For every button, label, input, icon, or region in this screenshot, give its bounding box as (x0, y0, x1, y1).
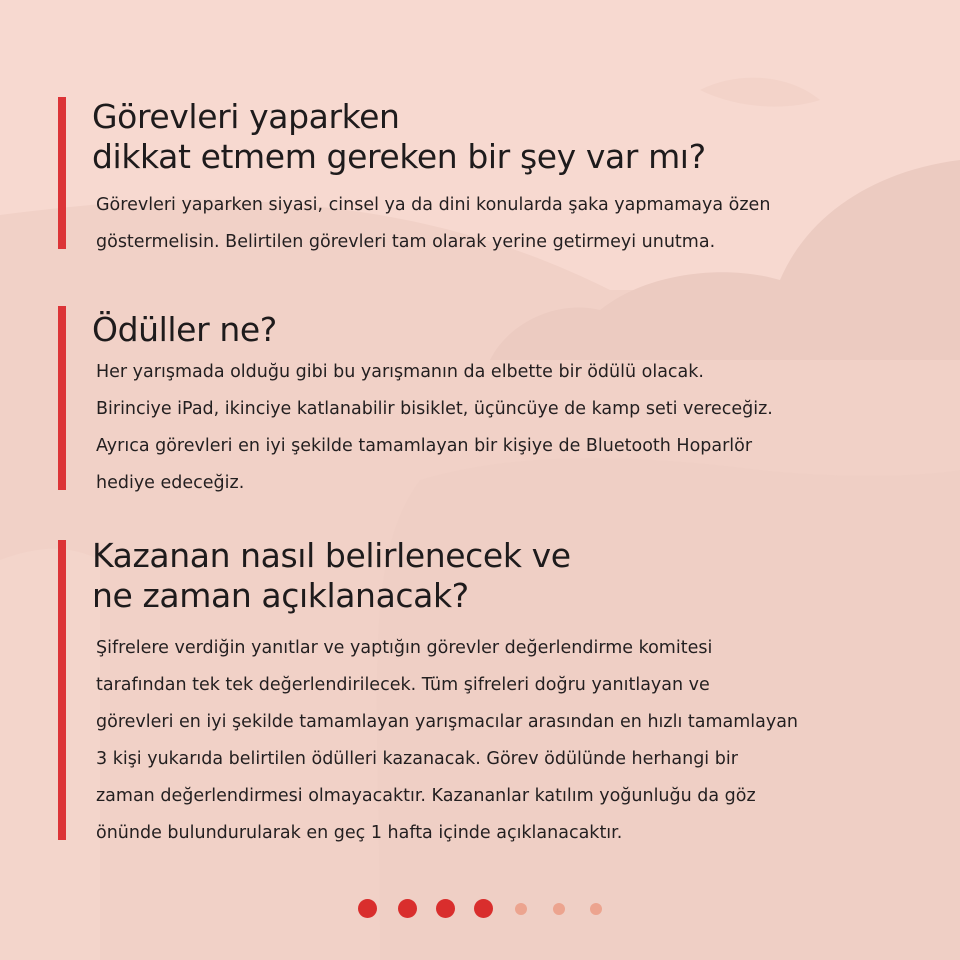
heading-line: dikkat etmem gereken bir şey var mı? (92, 137, 706, 176)
heading-line: Kazanan nasıl belirlenecek ve (92, 536, 571, 575)
accent-bar (58, 540, 66, 840)
pagination-dot[interactable] (590, 903, 602, 915)
body-line: tarafından tek tek değerlendirilecek. Tüm şifreleri doğru yanıtlayan ve (96, 675, 710, 695)
body-line: göstermelisin. Belirtilen görevleri tam olarak yerine getirmeyi unutma. (96, 232, 716, 252)
body-line: hediye edeceğiz. (96, 473, 245, 493)
carousel-pagination (0, 898, 960, 920)
section-body (96, 354, 773, 502)
accent-bar (58, 306, 66, 490)
body-line: görevleri en iyi şekilde tamamlayan yarışmacılar arasından en hızlı tamamlayan (96, 712, 799, 732)
body-line: Ayrıca görevleri en iyi şekilde tamamlayan bir kişiye de Bluetooth Hoparlör (96, 436, 753, 456)
section-body (96, 630, 798, 852)
section-heading (92, 536, 571, 616)
body-line: Her yarışmada olduğu gibi bu yarışmanın da elbette bir ödülü olacak. (96, 362, 704, 382)
body-line: zaman değerlendirmesi olmayacaktır. Kazananlar katılım yoğunluğu da göz (96, 786, 756, 806)
body-line: Birinciye iPad, ikinciye katlanabilir bisiklet, üçüncüye de kamp seti vereceğiz. (96, 399, 773, 419)
section-heading (92, 97, 706, 177)
heading-line: Görevleri yaparken (92, 97, 400, 136)
pagination-dot-active[interactable] (358, 899, 377, 918)
pagination-dot-active[interactable] (436, 899, 455, 918)
body-line: Görevleri yaparken siyasi, cinsel ya da dini konularda şaka yapmamaya özen (96, 195, 771, 215)
pagination-dot-active[interactable] (474, 899, 493, 918)
heading-line: Ödüller ne? (92, 310, 277, 349)
pagination-dot-active[interactable] (398, 899, 417, 918)
section-body (96, 187, 770, 261)
pagination-dot[interactable] (515, 903, 527, 915)
section-heading (92, 310, 277, 350)
body-line: 3 kişi yukarıda belirtilen ödülleri kazanacak. Görev ödülünde herhangi bir (96, 749, 738, 769)
body-line: Şifrelere verdiğin yanıtlar ve yaptığın görevler değerlendirme komitesi (96, 638, 713, 658)
accent-bar (58, 97, 66, 249)
heading-line: ne zaman açıklanacak? (92, 576, 469, 615)
pagination-dot[interactable] (553, 903, 565, 915)
body-line: önünde bulundurularak en geç 1 hafta içinde açıklanacaktır. (96, 823, 623, 843)
